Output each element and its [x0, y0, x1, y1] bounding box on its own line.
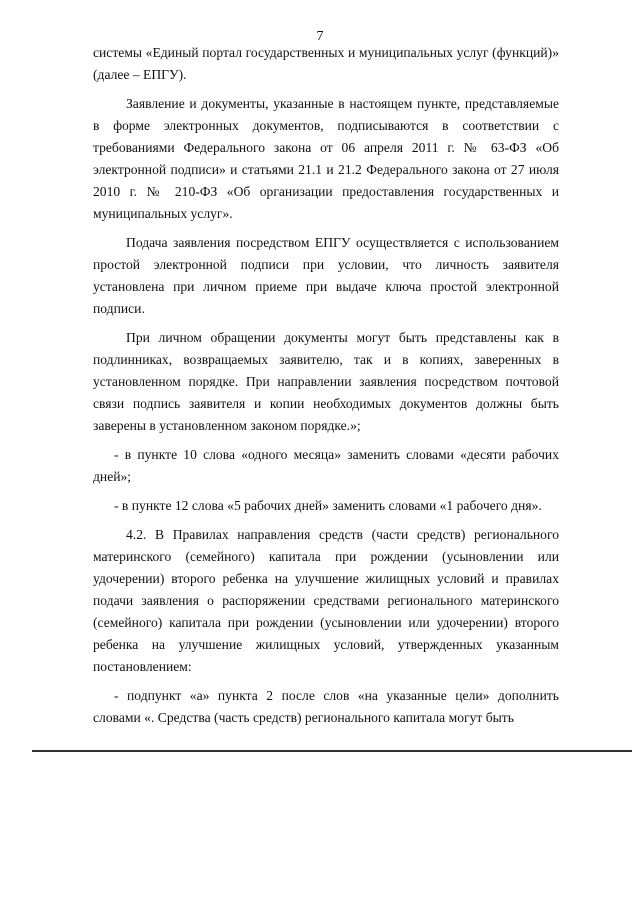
paragraph-personal-appeal: При личном обращении документы могут быть представлены как в подлинниках, возвращаемых заявителю, так и в копиях, заверенных в установленном порядке. При направлении заявления посредством почтовой связи подпись заявителя и копии необходимых документов должны быть заверены в установленном законом порядке.»; [93, 330, 559, 433]
paragraph-item-12-amendment: - в пункте 12 слова «5 рабочих дней» заменить словами «1 рабочего дня». [114, 498, 542, 513]
paragraph-continuation: системы «Единый портал государственных и муниципальных услуг (функций)» (далее – ЕПГУ). [93, 45, 559, 82]
document-body [93, 42, 559, 736]
page-number: 7 [316, 29, 324, 44]
paragraph-subitem-a: - подпункт «а» пункта 2 после слов «на указанные цели» дополнить словами «. Средства (часть средств) регионального капитала могут быть [93, 688, 559, 725]
paragraph-item-10-amendment: - в пункте 10 слова «одного месяца» заменить словами «десяти рабочих дней»; [93, 447, 559, 484]
paragraph-section-4-2: 4.2. В Правилах направления средств (части средств) регионального материнского (семейного) капитала при рождении (усыновлении или удочерении) второго ребенка на улучшение жилищных условий и правилах подачи заявления о распоряжении средствами регионального материнского (семейного) капитала при рождении (усыновлении или удочерении) второго ребенка на улучшение жилищных условий, утвержденных указанным постановлением: [93, 527, 559, 674]
paragraph-epgu-submission: Подача заявления посредством ЕПГУ осуществляется с использованием простой электронной подписи при условии, что личность заявителя установлена при личном приеме при выдаче ключа простой электронной подписи. [93, 235, 559, 316]
paragraph-signature-requirements: Заявление и документы, указанные в настоящем пункте, представляемые в форме электронных документов, подписываются в соответствии с требованиями Федерального закона от 06 апреля 2011 г. № 63-ФЗ «Об электронной подписи» и статьями 21.1 и 21.2 Федерального закона от 27 июля 2010 г. № 210-ФЗ «Об организации предоставления государственных и муниципальных услуг». [93, 96, 559, 221]
page-bottom-rule [32, 750, 632, 752]
